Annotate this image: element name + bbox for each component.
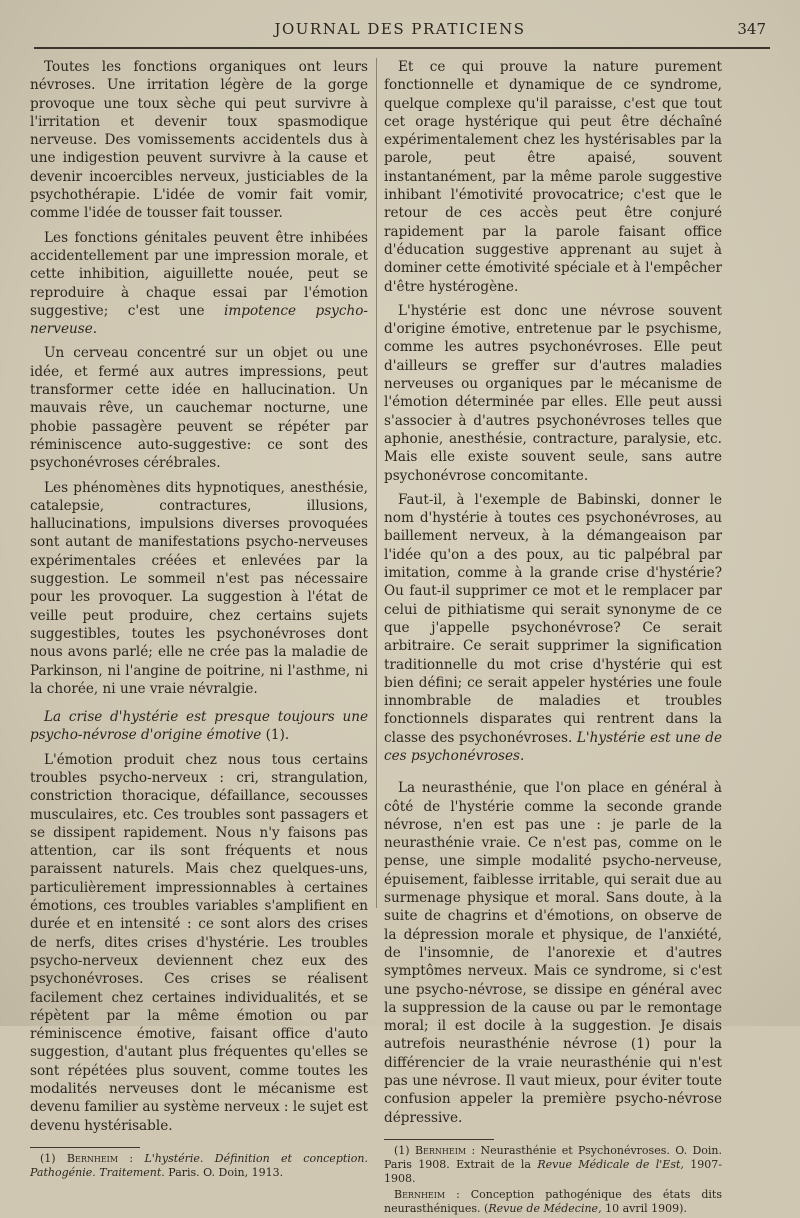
footnote-journal: Revue de Médecine, [488,1201,602,1215]
footnote-date: 1907-1908. [384,1157,722,1185]
paragraph-text: Faut-il, à l'exemple de Babinski, donner le nom d'hystérie à toutes ces psychonévroses, au baillement nerveux, à la démangeaison par l'idée qu'on a des poux, au tic palpébral par imitation, comme à la grande crise d'hystérie? Ou faut-il supprimer ce mot et le remplacer par celui de pithiatisme qui serait synonyme de ce que j'appelle psychonévrose? Ce serait arbitraire. Ce serait supprimer la signification traditionnelle du mot crise d'hystérie qui est bien défini; ce serait appeler hystéries une foule innombrable de maladies et troubles fonctionnels disparates qui rentrent dans la classe des psychonévroses. [384,491,722,746]
footnote-publisher: Paris. O. Doin, 1913. [164,1165,284,1179]
paragraph [30,229,368,339]
footnote-text: : Conception pathogénique des états dits neurasthéniques. ( [384,1187,722,1215]
footnote-author: Bernheim [66,1151,119,1165]
section-thesis [30,708,368,745]
running-head [0,20,800,42]
left-column [30,58,368,1182]
footnote-author: Bernheim [394,1187,446,1201]
thesis-italic: La crise d'hystérie est presque toujours une psycho-névrose d'origine émotive [30,709,368,744]
footnote-author: Bernheim [414,1143,467,1157]
footnote-title: L'hystérie. Définition et conception. Pathogénie. Traitement. [30,1151,369,1179]
header-rule [34,47,770,49]
footnote-separator: : [118,1151,145,1165]
italic-term: impotence psycho-nerveuse. [30,302,368,338]
footnote-date: 10 avril 1909). [601,1201,687,1215]
footnote [384,1188,722,1216]
column-divider [376,58,377,908]
paragraph: La neurasthénie, que l'on place en général à côté de l'hystérie comme la seconde grande névrose, n'en est pas une : je parle de la neurasthénie vraie. Ce n'est pas, comme on le pense, une simple modalité psycho-nerveuse, épuisement, faiblesse irritable, qui serait due au surmenage physique et moral. Sans doute, à la suite de chagrins et d'émotions, on observe de la dépression morale et physique, de l'anxiété, de l'insomnie, de l'anorexie et d'autres symptômes nerveux. Mais ce syndrome, si c'est une psycho-névrose, se dissipe en général avec la suppression de la cause ou par le remontage moral; il est docile à la suggestion. Je disais autrefois neurasthénie névrose (1) pour la différencier de la vraie neurasthénie qui n'est pas une névrose. Il vaut mieux, pour éviter toute confusion appeler la première psycho-névrose dépressive. [384,780,722,1126]
footnote-journal: Revue Médicale de l'Est, [537,1157,684,1171]
paragraph [384,491,722,765]
footnote-text: : Neurasthénie et Psychonévroses. O. Doin. Paris 1908. Extrait de la [384,1143,723,1171]
italic-conclusion: L'hystérie est une de ces psychonévroses. [384,729,722,764]
footnote-ref: (1). [261,727,290,744]
page-number: 347 [737,20,766,38]
journal-title: JOURNAL DES PRATICIENS [274,20,526,38]
right-column [384,58,722,1218]
paragraph: Et ce qui prouve la nature purement fonctionnelle et dynamique de ce syndrome, quelque complexe qu'il paraisse, c'est que tout cet orage hystérique qui peut être déchaîné expérimentalement chez les hystérisables par la parole, peut être apaisé, souvent instantanément, par la même parole suggestive inhibant l'émotivité provocatrice; c'est que le retour de ces accès peut être conjuré rapidement par la parole faisant office d'éducation suggestive apprenant au sujet à dominer cette émotivité spéciale et à l'empêcher d'être hystérogène. [384,59,722,295]
paragraph: Les phénomènes dits hypnotiques, anesthésie, catalepsie, contractures, illusions, hallucinations, impulsions diverses provoquées sont autant de manifestations psycho-nerveuses expérimentales créées et enlevées par la suggestion. Le sommeil n'est pas nécessaire pour les provoquer. La suggestion à l'état de veille peut produire, chez certains sujets suggestibles, toutes les psychonévroses dont nous avons parlé; elle ne crée pas la maladie de Parkinson, ni l'angine de poitrine, ni l'asthme, ni la chorée, ni une vraie névralgie. [30,479,368,697]
footnote [384,1144,722,1186]
footnote [30,1152,368,1180]
footnote-number: (1) [40,1151,67,1165]
paragraph: L'émotion produit chez nous tous certains troubles psycho-nerveux : cri, strangulation, constriction thoracique, défaillance, secousses musculaires, etc. Ces troubles sont passagers et se dissipent rapidement. Nous n'y faisons pas attention, car ils sont fréquents et nous paraissent naturels. Mais chez quelques-uns, particulièrement impressionnables à certaines émotions, ces troubles variables s'amplifient en durée et en intensité : ce sont alors des crises de nerfs, dites crises d'hystérie. Les troubles psycho-nerveux deviennent chez eux des psychonévroses. Ces crises se réalisent facilement chez certaines individualités, et se répètent par la même émotion ou par réminiscence émotive, faisant office d'auto suggestion, d'autant plus fréquentes qu'elles se sont répétées plus souvent, comme toutes les modalités nerveuses dont le mécanisme est devenu familier au système nerveux : le sujet est devenu hystérisable. [30,751,368,1134]
paragraph-text: Les fonctions génitales peuvent être inhibées accidentellement par une impression morale, et cette inhibition, aiguillette nouée, peut se reproduire à chaque essai par l'émotion suggestive; c'est une [30,229,368,319]
paragraph: L'hystérie est donc une névrose souvent d'origine émotive, entretenue par le psychisme, comme les autres psychonévroses. Elle peut d'ailleurs se greffer sur d'autres maladies nerveuses ou organiques par le mécanisme de l'émotion déterminée par elles. Elle peut aussi s'associer à d'autres psychonévroses telles que aphonie, anesthésie, contracture, paralysie, etc. Mais elle existe souvent seule, sans autre psychonévrose concomitante. [384,302,722,484]
footnote-rule [30,1147,140,1148]
paragraph: Un cerveau concentré sur un objet ou une idée, et fermé aux autres impressions, peut transformer cette idée en hallucination. Un mauvais rêve, un cauchemar nocturne, une phobie passagère peuvent se répéter par réminiscence auto-suggestive: ce sont des psychonévroses cérébrales. [30,345,368,472]
footnote-number: (1) [394,1143,415,1157]
paragraph: Toutes les fonctions organiques ont leurs névroses. Une irritation légère de la gorge provoque une toux sèche qui peut survivre à l'irritation et devenir toux spasmodique nerveuse. Des vomissements accidentels dus à une indigestion peuvent survivre à la cause et devenir incoercibles nerveux, justiciables de la psychothérapie. L'idée de vomir fait vomir, comme l'idée de tousser fait tousser. [30,59,368,222]
footnote-rule [384,1139,494,1140]
